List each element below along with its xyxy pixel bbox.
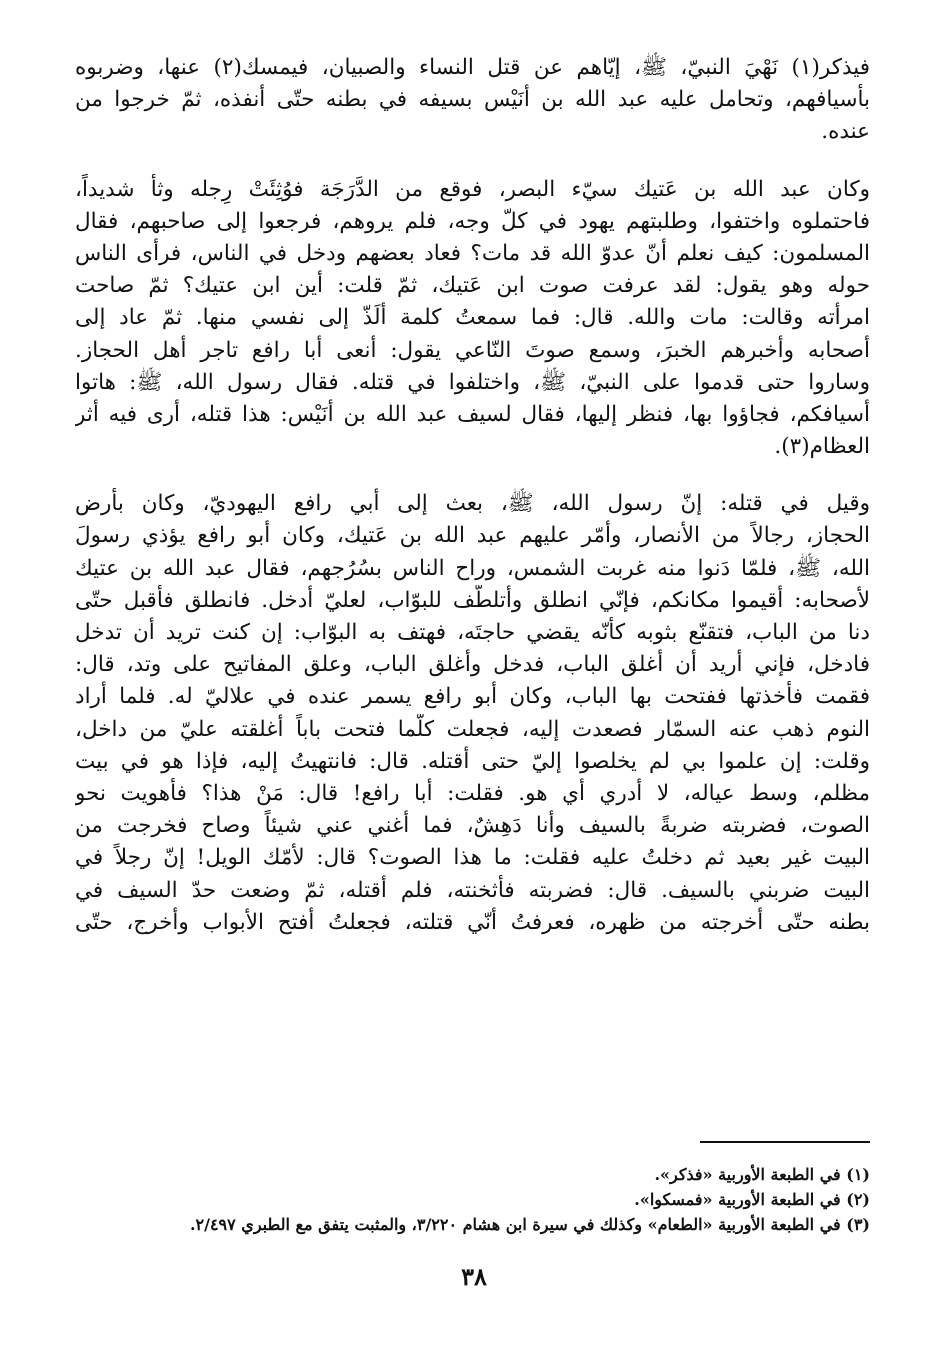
footnote-divider <box>700 1141 870 1143</box>
text-line: فيذكر(١) نَهْيَ النبيّ، ﷺ، إيّاهم عن قتل النساء والصبيان، فيمسك(٢) عنها، وضربوه <box>75 55 870 80</box>
text-line: البيت غير بعيد ثم دخلتُ عليه فقلت: ما هذا الصوت؟ قال: لأمّك الويل! إنّ رجلاً في <box>75 845 870 871</box>
text-line: الله، ﷺ، فلمّا دَنوا منه غربت الشمس، وراح الناس بسُرُجهم، فقال عبد الله بن عتيك <box>75 555 870 581</box>
footnotes <box>75 1162 870 1237</box>
text-line: فقمت فأخذتها ففتحت بها الباب، وكان أبو رافع يسمر عنده في علاليّ له. فلما أراد <box>75 684 870 710</box>
paragraph-2 <box>75 174 870 464</box>
text-line: فاحتملوه واختفوا، وطلبتهم يهود في كلّ وجه، فلم يروهم، فرجعوا إلى صاحبهم، فقال <box>75 208 870 234</box>
text-line: وقيل في قتله: إنّ رسول الله، ﷺ، بعث إلى أبي رافع اليهوديّ، وكان بأرض <box>75 491 870 517</box>
text-line: النوم ذهب عنه السمّار فصعدت إليه، فجعلت كلّما فتحت باباً أغلقته عليّ من داخل، <box>75 716 870 742</box>
text-line: حوله وهو يقول: لقد عرفت صوت ابن عَتيك، ثمّ قلت: أين ابن عتيك؟ ثمّ صاحت <box>75 273 870 299</box>
text-line: مظلم، وسط عياله، لا أدري أي هو. فقلت: أبا رافع! قال: مَنْ هذا؟ فأهويت نحو <box>75 780 870 806</box>
text-line: الصوت، فضربته ضربةً بالسيف وأنا دَهِشٌ، فما أغني عني شيئاً وصاح فخرجت من <box>75 813 870 839</box>
text-line: بأسيافهم، وتحامل عليه عبد الله بن أُنَيْس بسيفه في بطنه حتّى أنفذه، ثمّ خرجوا من <box>75 87 870 113</box>
page-number: ٣٨ <box>461 1262 487 1291</box>
text-line: عنده. <box>821 119 870 145</box>
text-line: دنا من الباب، فتقنّع بثوبه كأنّه يقضي حاجتَه، فهتف به البوّاب: إن كنت تريد أن تدخل <box>75 620 870 645</box>
text-line: لأصحابه: أقيموا مكانكم، فإنّي انطلق وأتلطّف للبوّاب، لعليّ أدخل. فانطلق فأقبل حتّى <box>75 587 870 613</box>
paragraph-3 <box>75 488 870 939</box>
text-line: العظام(٣). <box>774 434 870 460</box>
footnote-2: (٢) في الطبعة الأوربية «فمسكوا». <box>634 1190 870 1209</box>
text-line: أصحابه وأخبرهم الخبرَ، وسمع صوتَ النّاعي يقول: أنعى أبا رافع تاجر أهل الحجاز. <box>75 337 870 363</box>
text-line: امرأته وقالت: مات والله. قال: فما سمعتُ كلمة ألَذّ إلى نفسي منها. ثمّ عاد إلى <box>75 305 870 331</box>
text-line: وقلت: إن علموا بي لم يخلصوا إليّ حتى أقتله. قال: فانتهيتُ إليه، فإذا هو في بيت <box>75 748 870 774</box>
text-line: البيت ضربني بالسيف. قال: فضربته فأثخنته، فلم أقتله، ثمّ وضعت حدّ السيف في <box>75 877 870 903</box>
text-line: الحجاز، رجالاً من الأنصار، وأمّر عليهم عبد الله بن عَتيك، وكان أبو رافع يؤذي رسولَ <box>75 523 870 549</box>
text-line: وكان عبد الله بن عَتيك سيّء البصر، فوقع من الدَّرَجَة فوُثِئَتْ رِجله وثأً شديداً، <box>75 176 870 202</box>
text-line: المسلمون: كيف نعلم أنّ عدوّ الله قد مات؟ فعاد بعضهم ودخل في الناس، فرأى الناس <box>75 240 870 266</box>
main-text <box>75 52 870 964</box>
text-line: أسيافكم، فجاؤوا بها، فنظر إليها، فقال لسيف عبد الله بن أُنَيْس: هذا قتله، أرى فيه أثر <box>75 401 870 427</box>
footnote-3: (٣) في الطبعة الأوربية «الطعام» وكذلك في سيرة ابن هشام ٣/٢٢٠، والمثبت يتفق مع الطبري ٢/٤٩٧. <box>189 1215 870 1234</box>
text-line: بطنه حتّى أخرجته من ظهره، فعرفتُ أنّي قتلته، فجعلتُ أفتح الأبواب وأخرج، حتّى <box>75 909 870 935</box>
text-line: وساروا حتى قدموا على النبيّ، ﷺ، واختلفوا في قتله. فقال رسول الله، ﷺ: هاتوا <box>75 369 870 395</box>
footnote-1: (١) في الطبعة الأوربية «فذكر». <box>654 1165 870 1184</box>
paragraph-1 <box>75 52 870 149</box>
text-line: فادخل، فإني أريد أن أغلق الباب، فدخل وأغلق الباب، وعلق المفاتيح على وتد، قال: <box>75 652 870 678</box>
